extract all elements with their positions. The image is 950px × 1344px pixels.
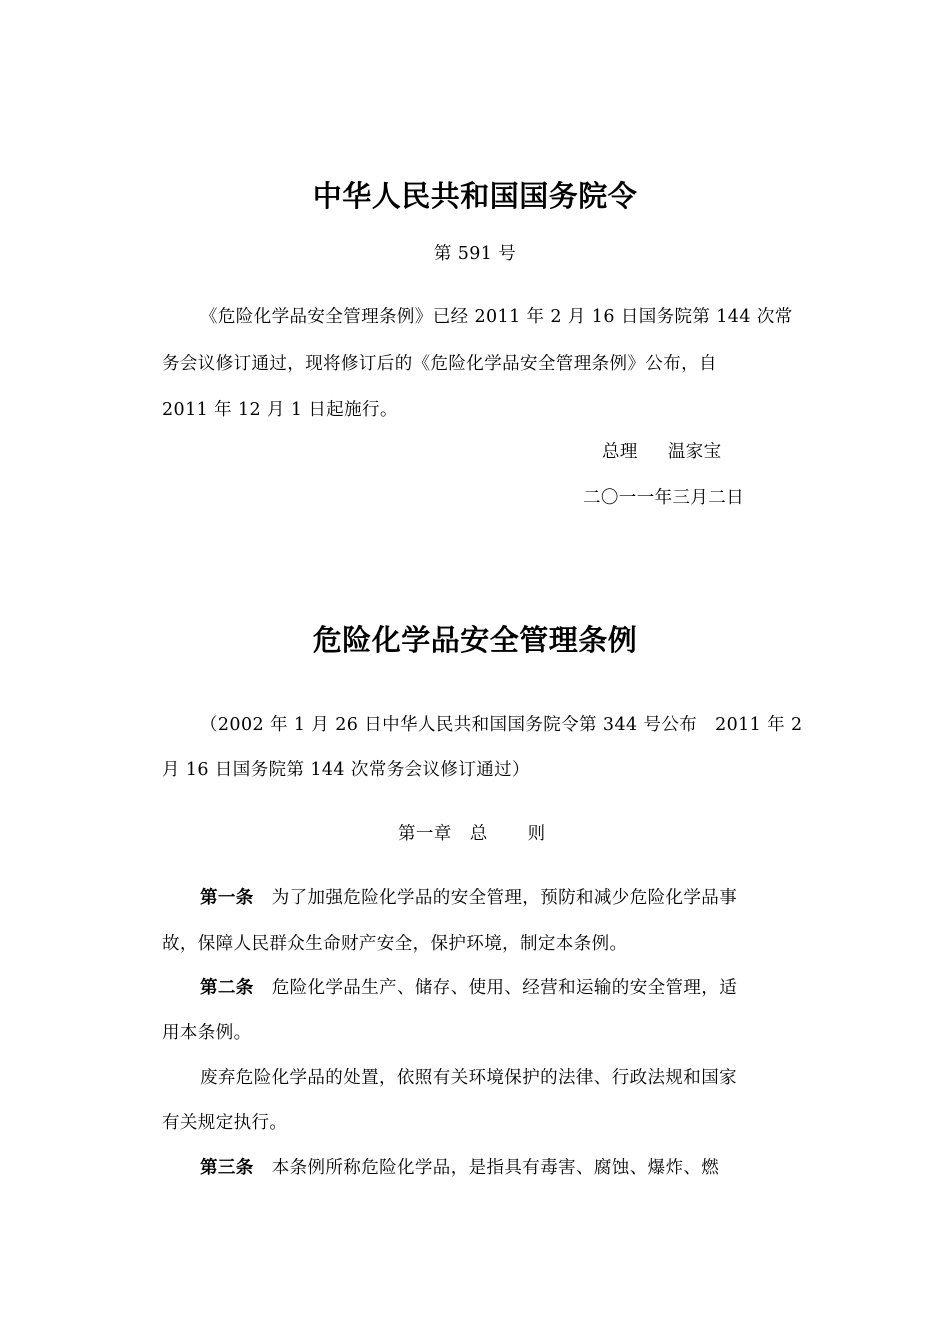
signer-title: 总理 — [602, 442, 638, 462]
decree-paragraph-line-1: 《危险化学品安全管理条例》已经 2011 年 2 月 16 日国务院第 144 次常 — [200, 307, 793, 327]
chapter-word-2: 则 — [527, 824, 546, 844]
article-2-head: 第二条 — [200, 978, 254, 998]
signature-line — [602, 438, 722, 463]
article-1-line-2: 故，保障人民群众生命财产安全，保护环境，制定本条例。 — [162, 934, 628, 954]
article-3-text: 本条例所称危险化学品，是指具有毒害、腐蚀、爆炸、燃 — [271, 1158, 720, 1178]
decree-paragraph-line-2: 务会议修订通过，现将修订后的《危险化学品安全管理条例》公布，自 — [162, 354, 717, 374]
article-3-head: 第三条 — [200, 1158, 254, 1178]
signer-name: 温家宝 — [667, 442, 722, 462]
article-1-head: 第一条 — [200, 888, 254, 908]
regulation-note-line-1: （2002 年 1 月 26 日中华人民共和国国务院令第 344 号公布 2011 年 2 — [200, 715, 803, 735]
article-2-line-2: 用本条例。 — [162, 1023, 252, 1043]
regulation-title: 危险化学品安全管理条例 — [312, 623, 638, 657]
chapter-word-1: 总 — [469, 824, 488, 844]
article-2-line-1 — [200, 974, 737, 999]
article-2-para-2-line-1: 废弃危险化学品的处置，依照有关环境保护的法律、行政法规和国家 — [200, 1068, 737, 1088]
article-1-line-1 — [200, 884, 737, 909]
chapter-heading — [398, 820, 546, 845]
chapter-label: 第一章 — [398, 824, 452, 844]
article-2-para-2-line-2: 有关规定执行。 — [162, 1113, 288, 1133]
article-3-line-1 — [200, 1154, 719, 1179]
article-1-text: 为了加强危险化学品的安全管理，预防和减少危险化学品事 — [271, 888, 738, 908]
decree-number: 第 591 号 — [433, 244, 517, 264]
decree-paragraph-line-3: 2011 年 12 月 1 日起施行。 — [162, 400, 398, 420]
decree-title: 中华人民共和国国务院令 — [312, 179, 638, 213]
decree-date: 二〇一一年三月二日 — [583, 488, 745, 508]
regulation-note-line-2: 月 16 日国务院第 144 次常务会议修订通过） — [162, 760, 530, 780]
article-2-text: 危险化学品生产、储存、使用、经营和运输的安全管理，适 — [271, 978, 738, 998]
